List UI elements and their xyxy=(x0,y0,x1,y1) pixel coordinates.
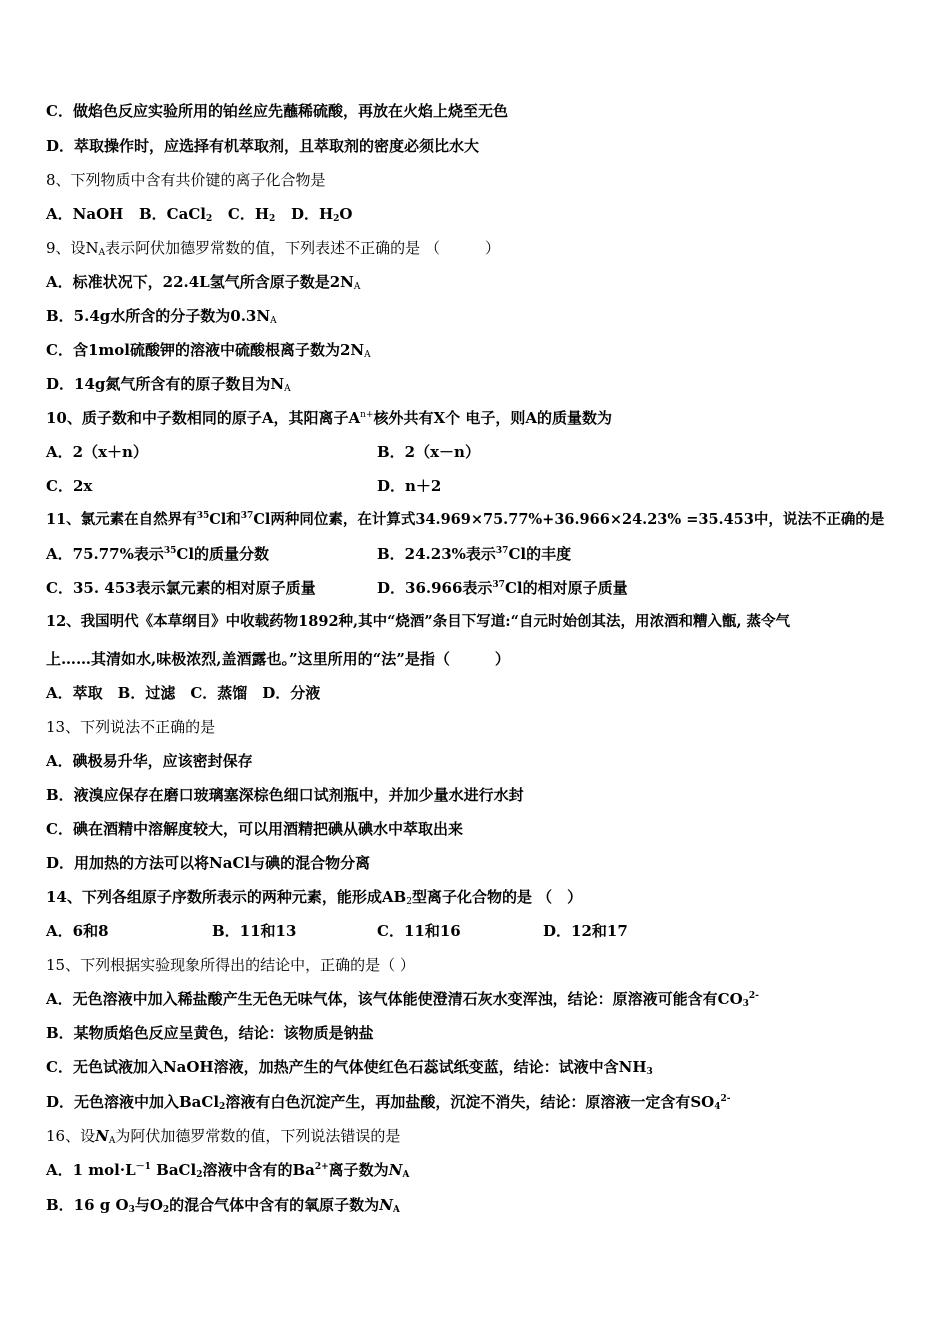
question-10: 10、质子数和中子数相同的原子A，其阳离子$A^{n+}$核外共有X个 电子，则A的质量数为 xyxy=(46,409,613,427)
option-d: D．$H_2O$ xyxy=(290,205,353,224)
option-a: A．6和8 xyxy=(46,922,109,940)
question-9-option-c: C．含1mol硫酸钾的溶液中硫酸根离子数为$2N_A$ xyxy=(46,341,371,360)
question-9-option-d: D．14g氮气所含有的原子数目为$N_A$ xyxy=(46,375,291,394)
option-b: B．11和13 xyxy=(212,922,297,940)
question-9-option-a: A．标准状况下，22.4L氢气所含原子数是$2N_A$ xyxy=(46,273,361,292)
question-13-option-a: A．碘极易升华，应该密封保存 xyxy=(46,752,253,770)
option-c: C．2x xyxy=(46,477,93,495)
option-line: D．萃取操作时，应选择有机萃取剂，且萃取剂的密度必须比水大 xyxy=(46,137,480,155)
question-14: 14、下列各组原子序数所表示的两种元素，能形成$AB_2$型离子化合物的是 （ ） xyxy=(46,888,583,907)
question-11-options-row1 xyxy=(46,544,572,564)
question-13-option-c: C．碘在酒精中溶解度较大，可以用酒精把碘从碘水中萃取出来 xyxy=(46,820,463,838)
option-b: B．24.23%表示$^{37}$Cl的丰度 xyxy=(377,545,572,563)
question-16-option-b: B．16 g $O_3$与$O_2$的混合气体中含有的氧原子数为$N_A$ xyxy=(46,1196,400,1215)
question-15-option-c: C．无色试液加入NaOH溶液，加热产生的气体使红色石蕊试纸变蓝，结论：试液中含$NH_3$ xyxy=(46,1058,653,1077)
option-b: B．2（x－n） xyxy=(377,443,480,461)
question-12-line2: 上……其清如水,味极浓烈,盖酒露也。”这里所用的“法”是指（ ） xyxy=(46,650,510,668)
option-c: C．11和16 xyxy=(377,922,461,940)
question-13-option-d: D．用加热的方法可以将NaCl与碘的混合物分离 xyxy=(46,854,371,872)
option-c: C．35. 453表示氯元素的相对原子质量 xyxy=(46,579,316,597)
question-9: 9、设$N_A$表示阿伏加德罗常数的值，下列表述不正确的是 （ ） xyxy=(46,239,500,258)
question-8-options xyxy=(46,204,353,224)
question-15-option-d: D．无色溶液中加入BaCl$_2$溶液有白色沉淀产生，再加盐酸，沉淀不消失，结论：原溶液一定含有$SO_4^{2-}$ xyxy=(46,1093,731,1112)
question-15-option-a: A．无色溶液中加入稀盐酸产生无色无味气体，该气体能使澄清石灰水变浑浊，结论：原溶液可能含有$CO_3^{2-}$ xyxy=(46,990,759,1009)
question-11-options-row2 xyxy=(46,578,628,598)
option-d: D．12和17 xyxy=(543,922,628,940)
question-10-options-row1 xyxy=(46,442,480,462)
question-8: 8、下列物质中含有共价键的离子化合物是 xyxy=(46,171,326,189)
option-b: B．CaCl$_2$ xyxy=(138,205,213,224)
option-d: D．36.966表示$^{37}$Cl的相对原子质量 xyxy=(377,579,628,597)
question-15-option-b: B．某物质焰色反应呈黄色，结论：该物质是钠盐 xyxy=(46,1024,374,1042)
question-13-option-b: B．液溴应保存在磨口玻璃塞深棕色细口试剂瓶中，并加少量水进行水封 xyxy=(46,786,524,804)
question-9-option-b: B．5.4g水所含的分子数为$0.3N_A$ xyxy=(46,307,277,326)
option-c: C．$H_2$ xyxy=(227,205,276,224)
option-d: D．n＋2 xyxy=(377,477,442,495)
question-15: 15、下列根据实验现象所得出的结论中，正确的是（ ） xyxy=(46,956,415,974)
option-a: A．75.77%表示$^{35}$Cl的质量分数 xyxy=(46,545,270,563)
option-a: A．2（x＋n） xyxy=(46,443,148,461)
question-12-line1: 12、我国明代《本草纲目》中收载药物1892种,其中“烧酒”条目下写道:“自元时始创其法，用浓酒和糟入甑, 蒸令气 xyxy=(46,613,791,630)
option-a: A．NaOH xyxy=(46,205,124,223)
question-12-options: A．萃取 B．过滤 C．蒸馏 D．分液 xyxy=(46,684,321,702)
question-10-options-row2 xyxy=(46,476,442,496)
question-14-options xyxy=(46,921,628,941)
option-line: C．做焰色反应实验所用的铂丝应先蘸稀硫酸，再放在火焰上烧至无色 xyxy=(46,102,508,120)
question-11: 11、氯元素在自然界有$^{35}$Cl和$^{37}$Cl两种同位素，在计算式34.969×75.77%+36.966×24.23% =35.453中，说法不正确的是 xyxy=(46,511,885,528)
question-16-option-a: A．1 $mol\cdot L^{-1}$ BaCl$_2$溶液中含有的$Ba^{2+}$离子数为$N_A$ xyxy=(46,1161,410,1180)
question-16: 16、设$N_A$为阿伏加德罗常数的值，下列说法错误的是 xyxy=(46,1127,401,1146)
question-13: 13、下列说法不正确的是 xyxy=(46,718,216,736)
